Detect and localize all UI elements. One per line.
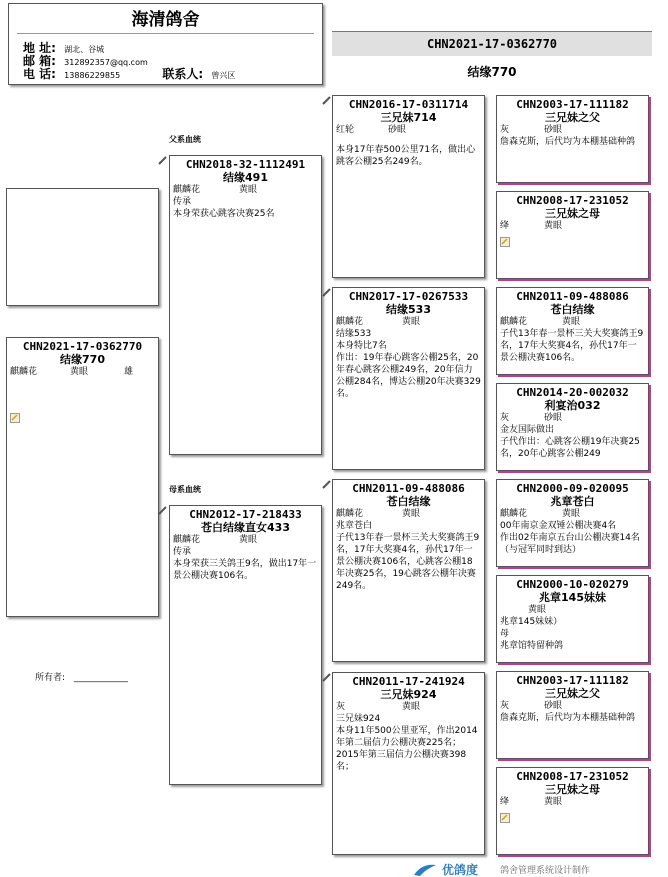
- pencil-icon: [158, 156, 167, 165]
- gen4-ring-code: CHN2000-09-020095: [516, 482, 629, 495]
- dam-note: 本身荣获三关鸽王9名，做出17年一景公棚决赛106名。: [173, 559, 317, 581]
- owner-row: [35, 670, 128, 683]
- gen4-traits: [500, 220, 645, 232]
- gen4-note: 金友国际做出: [500, 425, 555, 435]
- gen4-note: 作出02年南京五台山公棚决赛14名（与冠军同时到达）: [500, 533, 640, 555]
- footer-brand: [412, 861, 668, 877]
- gen4-card: [496, 575, 649, 663]
- sire-name: 结缘491: [223, 171, 268, 184]
- gen3-traits: [336, 701, 481, 713]
- phone-value: 13886229855: [64, 71, 121, 80]
- gen4-traits: [500, 700, 645, 712]
- pencil-icon: [158, 506, 167, 515]
- dam-name: 苍白结缘直女433: [201, 521, 290, 534]
- gen3-color: 麒麟花: [336, 509, 364, 519]
- gen4-name: 兆章苍白: [550, 495, 595, 508]
- sire-note: 传承: [173, 197, 192, 207]
- gen3-ring-code: CHN2016-17-0311714: [348, 98, 469, 111]
- subject-card: [6, 337, 159, 617]
- loft-title: 海清鸽舍: [17, 7, 314, 34]
- gen3-note: 结缘533: [336, 329, 372, 339]
- gen4-color: [500, 604, 528, 616]
- gen4-eye: 砂眼: [544, 413, 563, 423]
- gen4-name: 兆章145妹妹: [539, 591, 606, 604]
- gen4-color: 灰: [500, 413, 510, 423]
- brand-logo-icon: [412, 862, 438, 876]
- gen4-traits: [500, 316, 645, 328]
- sire-eye: 黄眼: [239, 185, 258, 195]
- note-icon: [10, 408, 155, 427]
- sire-line-label: 父系血统: [169, 135, 201, 144]
- subject-ring-code: CHN2021-17-0362770: [22, 340, 143, 353]
- gen4-color: 绛: [500, 221, 510, 231]
- gen3-note: 作出：19年春心跳客公棚25名，20年春心跳客公棚249名，20年信力公棚284名，博达公棚20年决赛329名。: [336, 353, 481, 399]
- sire-card: [169, 155, 322, 455]
- gen4-name: 三兄妹之母: [545, 783, 600, 796]
- address-label: 地 址:: [23, 41, 56, 55]
- address-value: 湖北、谷城: [64, 45, 105, 54]
- gen3-ring-code: CHN2011-09-488086: [352, 482, 465, 495]
- gen4-traits: [500, 604, 645, 616]
- dam-ring-code: CHN2012-17-218433: [189, 508, 302, 521]
- gen4-card: [496, 95, 649, 183]
- gen3-eye: 黄眼: [402, 509, 421, 519]
- gen3-ring-code: CHN2017-17-0267533: [348, 290, 469, 303]
- dam-card: [169, 505, 322, 785]
- gen3-color: 灰: [336, 702, 346, 712]
- gen4-name: 三兄妹之父: [545, 687, 600, 700]
- note-icon: [500, 808, 645, 827]
- gen4-ring-code: CHN2014-20-002032: [516, 386, 629, 399]
- gen4-card: [496, 671, 649, 759]
- sire-ring-code: CHN2018-32-1112491: [185, 158, 306, 171]
- top-banner-name: 结缘770: [467, 65, 517, 79]
- gen4-color: 灰: [500, 125, 510, 135]
- pencil-icon: [322, 288, 331, 297]
- granddam-paternal-card: [332, 287, 485, 470]
- gen4-name: 三兄妹之母: [545, 207, 600, 220]
- gen3-name: 三兄妹924: [380, 688, 437, 701]
- gen4-color: 麒麟花: [500, 317, 528, 327]
- granddam-maternal-card: [332, 672, 485, 855]
- gen4-color: 麒麟花: [500, 509, 528, 519]
- sire-note: 本身荣获心跳客决赛25名: [173, 209, 275, 219]
- sire-traits: [173, 184, 318, 196]
- gen4-card: [496, 287, 649, 375]
- gen4-eye: 黄眼: [544, 797, 563, 807]
- gen3-eye: 砂眼: [388, 125, 407, 135]
- gen3-name: 苍白结缘: [386, 495, 431, 508]
- email-value: 312892357@qq.com: [64, 58, 148, 67]
- sire-color: 麒麟花: [173, 185, 201, 195]
- subject-color: 麒麟花: [10, 367, 38, 377]
- gen3-note: 子代13年春一景杯三关大奖赛鸽王9名，17年大奖赛4名，孙代17年一景公棚决赛106名，心跳客公棚18年决赛25名，19心跳客公棚年决赛249名。: [336, 533, 480, 591]
- gen3-traits: [336, 508, 481, 520]
- gen3-note: 2015年第三届信力公棚决赛398名；: [336, 750, 467, 772]
- top-banner-code: CHN2021-17-0362770: [332, 32, 652, 56]
- gen3-color: 麒麟花: [336, 317, 364, 327]
- gen4-ring-code: CHN2003-17-111182: [516, 98, 629, 111]
- dam-eye: 黄眼: [239, 535, 258, 545]
- gen4-eye: 黄眼: [562, 317, 581, 327]
- gen3-traits: [336, 124, 481, 136]
- note-icon: [500, 232, 645, 251]
- gen4-note: 詹森克斯，后代均为本棚基础种鸽: [500, 713, 636, 723]
- pencil-icon: [322, 96, 331, 105]
- grandsire-paternal-card: [332, 95, 485, 278]
- gen3-eye: 黄眼: [402, 702, 421, 712]
- gen4-name: 苍白结缘: [550, 303, 595, 316]
- gen4-ring-code: CHN2008-17-231052: [516, 770, 629, 783]
- dam-color: 麒麟花: [173, 535, 201, 545]
- gen3-eye: 黄眼: [402, 317, 421, 327]
- phone-label: 电 话:: [23, 67, 56, 81]
- gen4-ring-code: CHN2003-17-111182: [516, 674, 629, 687]
- gen4-card: [496, 191, 649, 279]
- gen4-eye: 黄眼: [544, 221, 563, 231]
- gen4-card: [496, 767, 649, 855]
- email-label: 邮 箱:: [23, 54, 56, 68]
- gen3-name: 结缘533: [386, 303, 431, 316]
- brand-name: 优鸽度: [442, 862, 479, 877]
- gen4-color: 绛: [500, 797, 510, 807]
- dam-line-label: 母系血统: [169, 485, 201, 494]
- gen4-note: 詹森克斯，后代均为本棚基础种鸽: [500, 137, 636, 147]
- gen3-note: 本身特比7名: [336, 341, 387, 351]
- gen4-eye: 黄眼: [562, 509, 581, 519]
- grandsire-maternal-card: [332, 479, 485, 662]
- gen4-note: 兆章馆特留种鸽: [500, 641, 564, 651]
- gen3-note: 本身17年春500公里71名，做出心跳客公棚25名249名。: [336, 145, 476, 167]
- gen4-note: 00年南京金双锤公棚决赛4名: [500, 521, 617, 531]
- gen4-traits: [500, 124, 645, 136]
- gen4-name: 利宴治032: [544, 399, 601, 412]
- gen4-note: 兆章145妹妹）: [500, 617, 563, 627]
- gen3-note: 本身11年500公里亚军，作出2014年第二届信力公棚决赛225名；: [336, 726, 478, 748]
- gen4-eye: 砂眼: [544, 125, 563, 135]
- subject-name: 结缘770: [60, 353, 105, 366]
- contact-value: 曾兴区: [211, 71, 236, 80]
- gen4-card: [496, 383, 649, 471]
- subject-sex: 雄: [124, 367, 134, 377]
- gen3-note: 三兄妹924: [336, 714, 381, 724]
- pencil-icon: [322, 673, 331, 682]
- gen4-eye: 砂眼: [544, 701, 563, 711]
- gen3-name: 三兄妹714: [380, 111, 437, 124]
- subject-traits: [10, 366, 155, 378]
- subject-eye: 黄眼: [70, 367, 89, 377]
- gen4-traits: [500, 796, 645, 808]
- gen3-color: 红轮: [336, 125, 355, 135]
- gen3-ring-code: CHN2011-17-241924: [352, 675, 465, 688]
- gen4-note: 子代13年春一景杯三关大奖赛鸽王9名，17年大奖赛4名，孙代17年一景公棚决赛106名。: [500, 329, 644, 363]
- gen4-eye: 黄眼: [528, 605, 547, 615]
- header-card: [8, 3, 323, 85]
- gen4-color: 灰: [500, 701, 510, 711]
- owner-label: 所有者:: [35, 673, 66, 683]
- gen4-name: 三兄妹之父: [545, 111, 600, 124]
- pigeon-photo-frame: [6, 188, 159, 306]
- contact-label: 联系人:: [162, 67, 204, 81]
- dam-note: 传承: [173, 547, 192, 557]
- gen4-card: [496, 479, 649, 567]
- footer-text: 鸽舍管理系统设计制作: [500, 865, 591, 876]
- gen4-note: 子代作出：心跳客公棚19年决赛25名，20年心跳客公棚249: [500, 437, 640, 459]
- gen4-ring-code: CHN2000-10-020279: [516, 578, 629, 591]
- dam-traits: [173, 534, 318, 546]
- gen4-traits: [500, 508, 645, 520]
- pencil-icon: [322, 480, 331, 489]
- gen4-note: 母: [500, 629, 510, 639]
- gen3-note: 兆章苍白: [336, 521, 373, 531]
- owner-blank: ____________: [73, 673, 128, 683]
- gen4-ring-code: CHN2011-09-488086: [516, 290, 629, 303]
- gen3-traits: [336, 316, 481, 328]
- phone-row: [23, 68, 313, 82]
- gen4-ring-code: CHN2008-17-231052: [516, 194, 629, 207]
- gen4-traits: [500, 412, 645, 424]
